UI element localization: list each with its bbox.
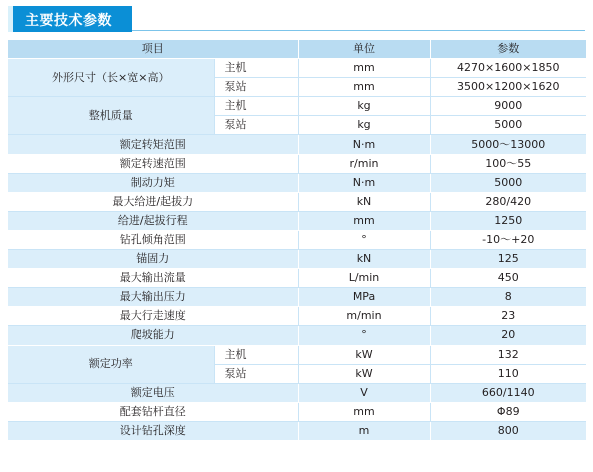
table-row bbox=[8, 154, 586, 173]
row-group-label: 整机质量 bbox=[8, 97, 214, 135]
row-value: 20 bbox=[430, 326, 586, 345]
row-item: 锚固力 bbox=[8, 250, 298, 269]
row-unit: ° bbox=[298, 230, 430, 249]
title-divider bbox=[132, 30, 585, 31]
table-header-row bbox=[8, 40, 586, 59]
table-row bbox=[8, 250, 586, 269]
row-item: 最大给进/起拔力 bbox=[8, 192, 298, 211]
row-sub-label: 泵站 bbox=[214, 364, 298, 383]
header-param: 参数 bbox=[430, 40, 586, 59]
row-unit: MPa bbox=[298, 288, 430, 307]
row-item: 额定转速范围 bbox=[8, 154, 298, 173]
row-unit: N·m bbox=[298, 135, 430, 154]
row-value: 5000 bbox=[430, 116, 586, 135]
row-unit: m bbox=[298, 421, 430, 440]
row-value: 4270×1600×1850 bbox=[430, 59, 586, 78]
table-row bbox=[8, 288, 586, 307]
row-value: 23 bbox=[430, 307, 586, 326]
row-unit: mm bbox=[298, 402, 430, 421]
row-unit: kW bbox=[298, 364, 430, 383]
row-unit: kg bbox=[298, 97, 430, 116]
row-unit: N·m bbox=[298, 173, 430, 192]
row-value: 5000 bbox=[430, 173, 586, 192]
table-row bbox=[8, 59, 586, 78]
row-value: 1250 bbox=[430, 211, 586, 230]
table-row bbox=[8, 135, 586, 154]
row-value: -10～+20 bbox=[430, 230, 586, 249]
row-value: 3500×1200×1620 bbox=[430, 78, 586, 97]
row-value: 132 bbox=[430, 345, 586, 364]
row-item: 制动力矩 bbox=[8, 173, 298, 192]
row-unit: mm bbox=[298, 78, 430, 97]
row-item: 最大行走速度 bbox=[8, 307, 298, 326]
row-sub-label: 泵站 bbox=[214, 116, 298, 135]
row-item: 最大输出流量 bbox=[8, 269, 298, 288]
row-unit: L/min bbox=[298, 269, 430, 288]
row-value: 800 bbox=[430, 421, 586, 440]
table-row bbox=[8, 173, 586, 192]
row-unit: m/min bbox=[298, 307, 430, 326]
row-group-label: 外形尺寸（长×宽×高） bbox=[8, 59, 214, 97]
row-value: 5000～13000 bbox=[430, 135, 586, 154]
row-sub-label: 主机 bbox=[214, 59, 298, 78]
row-value: 100～55 bbox=[430, 154, 586, 173]
row-value: Φ89 bbox=[430, 402, 586, 421]
row-unit: ° bbox=[298, 326, 430, 345]
row-value: 450 bbox=[430, 269, 586, 288]
row-group-label: 额定功率 bbox=[8, 345, 214, 383]
row-item: 爬坡能力 bbox=[8, 326, 298, 345]
table-row bbox=[8, 230, 586, 249]
row-sub-label: 主机 bbox=[214, 97, 298, 116]
table-row bbox=[8, 326, 586, 345]
row-item: 额定电压 bbox=[8, 383, 298, 402]
row-unit: mm bbox=[298, 211, 430, 230]
row-item: 钻孔倾角范围 bbox=[8, 230, 298, 249]
row-item: 给进/起拔行程 bbox=[8, 211, 298, 230]
row-value: 125 bbox=[430, 250, 586, 269]
section-title: 主要技术参数 bbox=[25, 13, 112, 29]
row-value: 110 bbox=[430, 364, 586, 383]
table-row bbox=[8, 345, 586, 364]
row-sub-label: 主机 bbox=[214, 345, 298, 364]
row-unit: kN bbox=[298, 250, 430, 269]
table-row bbox=[8, 192, 586, 211]
header-item: 项目 bbox=[8, 40, 298, 59]
row-value: 9000 bbox=[430, 97, 586, 116]
row-value: 280/420 bbox=[430, 192, 586, 211]
table-row bbox=[8, 269, 586, 288]
row-sub-label: 泵站 bbox=[214, 78, 298, 97]
row-item: 额定转矩范围 bbox=[8, 135, 298, 154]
row-item: 设计钻孔深度 bbox=[8, 421, 298, 440]
row-unit: V bbox=[298, 383, 430, 402]
header-unit: 单位 bbox=[298, 40, 430, 59]
row-value: 660/1140 bbox=[430, 383, 586, 402]
table-row bbox=[8, 402, 586, 421]
row-unit: kN bbox=[298, 192, 430, 211]
row-unit: kg bbox=[298, 116, 430, 135]
row-value: 8 bbox=[430, 288, 586, 307]
row-item: 配套钻杆直径 bbox=[8, 402, 298, 421]
table-row bbox=[8, 97, 586, 116]
table-row bbox=[8, 383, 586, 402]
table-row bbox=[8, 307, 586, 326]
section-title-bar bbox=[8, 6, 132, 32]
row-item: 最大输出压力 bbox=[8, 288, 298, 307]
table-row bbox=[8, 421, 586, 440]
table-row bbox=[8, 211, 586, 230]
row-unit: kW bbox=[298, 345, 430, 364]
spec-table bbox=[8, 40, 586, 441]
row-unit: r/min bbox=[298, 154, 430, 173]
row-unit: mm bbox=[298, 59, 430, 78]
